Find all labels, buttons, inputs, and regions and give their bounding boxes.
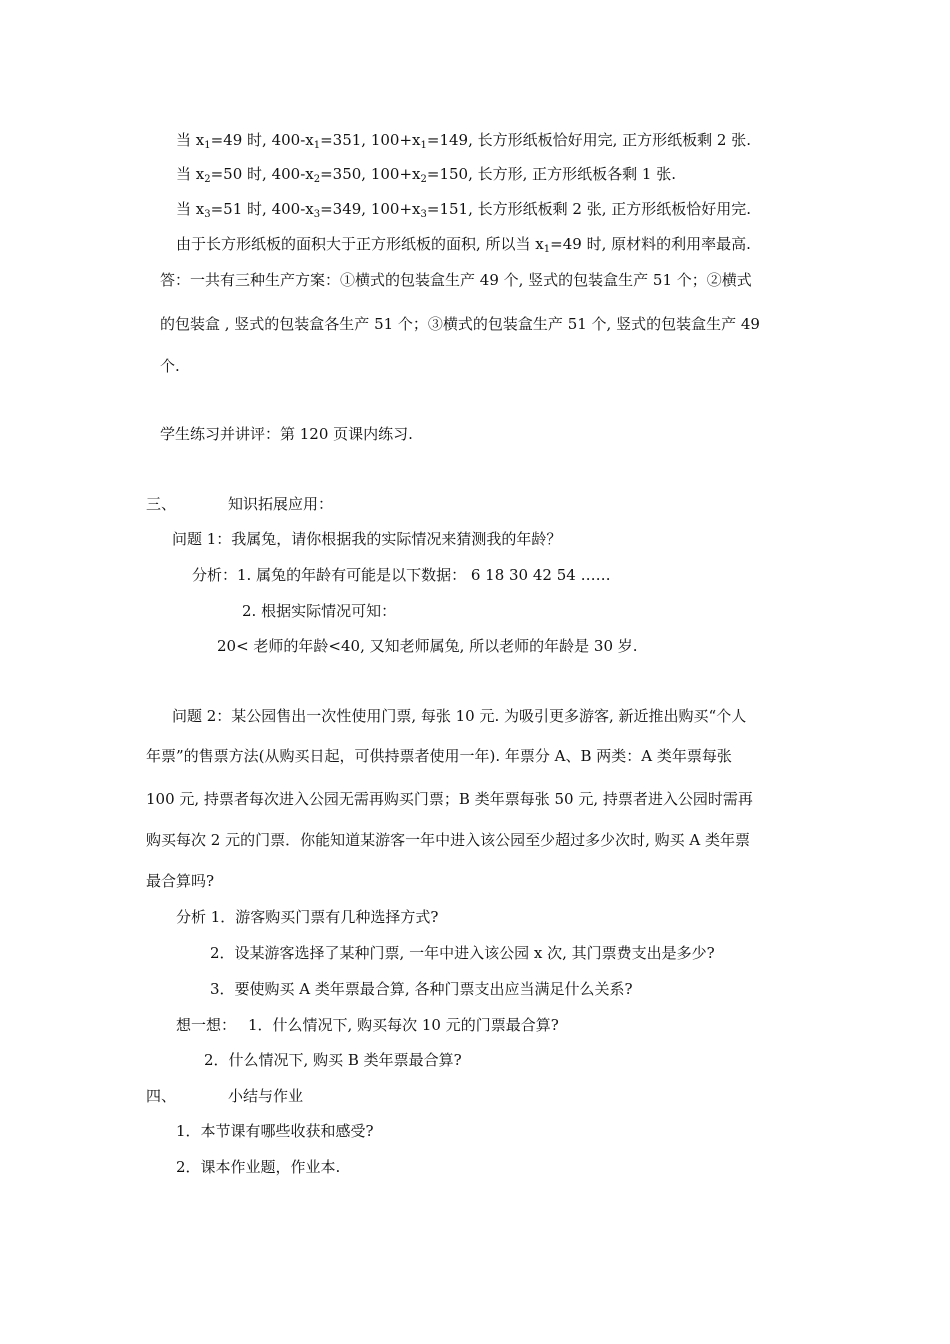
section-number: 四、 [146,1087,177,1105]
subscript: 3 [204,209,211,220]
think-line-1 [176,1015,559,1035]
q2-analysis-3: 3．要使购买 A 类年票最合算, 各种门票支出应当满足什么关系? [210,980,633,998]
case-line-1 [176,130,751,150]
question-2-line-2: 年票”的售票方法(从购买日起，可供持票者使用一年). 年票分 A、B 两类：A 类年票每张 [146,747,732,765]
section-number: 三、 [146,495,177,513]
subscript: 2 [313,174,321,185]
think-label: 想一想： [176,1016,237,1034]
think-line-2: 2．什么情况下, 购买 B 类年票最合算? [204,1051,462,1069]
question-2-line-1: 问题 2：某公园售出一次性使用门票, 每张 10 元. 为吸引更多游客, 新近推出购买“个人 [172,707,747,725]
text: =351, 100+x [320,131,421,149]
q1-analysis-3: 20< 老师的年龄<40, 又知老师属兔, 所以老师的年龄是 30 岁. [217,637,638,655]
homework-item-1: 1．本节课有哪些收获和感受? [176,1122,374,1140]
q2-analysis-1: 分析 1．游客购买门票有几种选择方式? [176,908,439,926]
question-2-line-5: 最合算吗? [146,872,215,890]
text: =151, 长方形纸板剩 2 张, 正方形纸板恰好用完. [426,200,752,218]
answer-line-1: 答：一共有三种生产方案：①横式的包装盒生产 49 个, 竖式的包装盒生产 51 个；②横式 [160,271,752,289]
q1-analysis-2: 2. 根据实际情况可知： [242,602,397,620]
text: 当 x [176,200,205,218]
section-title: 知识拓展应用： [228,495,334,513]
question-1: 问题 1：我属兔，请你根据我的实际情况来猜测我的年龄？ [172,530,562,548]
case-line-2 [176,164,676,184]
homework-item-2: 2．课本作业题，作业本. [176,1158,341,1176]
text: =49 时, 400-x [210,131,314,149]
subscript: 2 [204,174,211,185]
conclusion-line [176,234,751,254]
subscript: 1 [313,140,321,151]
subscript: 1 [420,140,427,151]
text: =51 时, 400-x [210,200,314,218]
question-2-line-4: 购买每次 2 元的门票．你能知道某游客一年中进入该公园至少超过多少次时, 购买 A 类年票 [146,831,750,849]
subscript: 3 [420,209,427,220]
text: =150, 长方形, 正方形纸板各剩 1 张. [426,165,677,183]
q2-analysis-2: 2．设某游客选择了某种门票, 一年中进入该公园 x 次, 其门票费支出是多少? [210,944,715,962]
practice-line: 学生练习并讲评：第 120 页课内练习. [160,425,413,443]
text: 由于长方形纸板的面积大于正方形纸板的面积, 所以当 x [176,235,544,253]
text: =149, 长方形纸板恰好用完, 正方形纸板剩 2 张. [426,131,752,149]
section-3-heading [146,494,333,514]
text: 当 x [176,165,205,183]
question-2-line-3: 100 元, 持票者每次进入公园无需再购买门票；B 类年票每张 50 元, 持票者进入公园时需再 [146,790,753,808]
subscript: 1 [543,244,551,255]
text: =350, 100+x [320,165,421,183]
text: =50 时, 400-x [210,165,314,183]
answer-line-3: 个. [160,357,180,375]
subscript: 3 [313,209,321,220]
section-title: 小结与作业 [228,1087,304,1105]
subscript: 2 [420,174,427,185]
case-line-3 [176,199,751,219]
think-item-1: 1．什么情况下, 购买每次 10 元的门票最合算? [248,1016,559,1034]
answer-line-2: 的包装盒 , 竖式的包装盒各生产 51 个；③横式的包装盒生产 51 个, 竖式的包装盒生产 49 [160,315,760,333]
text: 当 x [176,131,205,149]
text: =49 时, 原材料的利用率最高. [550,235,751,253]
text: =349, 100+x [320,200,421,218]
section-4-heading [146,1086,303,1106]
subscript: 1 [204,140,211,151]
q1-analysis-1: 分析：1. 属兔的年龄有可能是以下数据： 6 18 30 42 54 …… [192,566,611,584]
